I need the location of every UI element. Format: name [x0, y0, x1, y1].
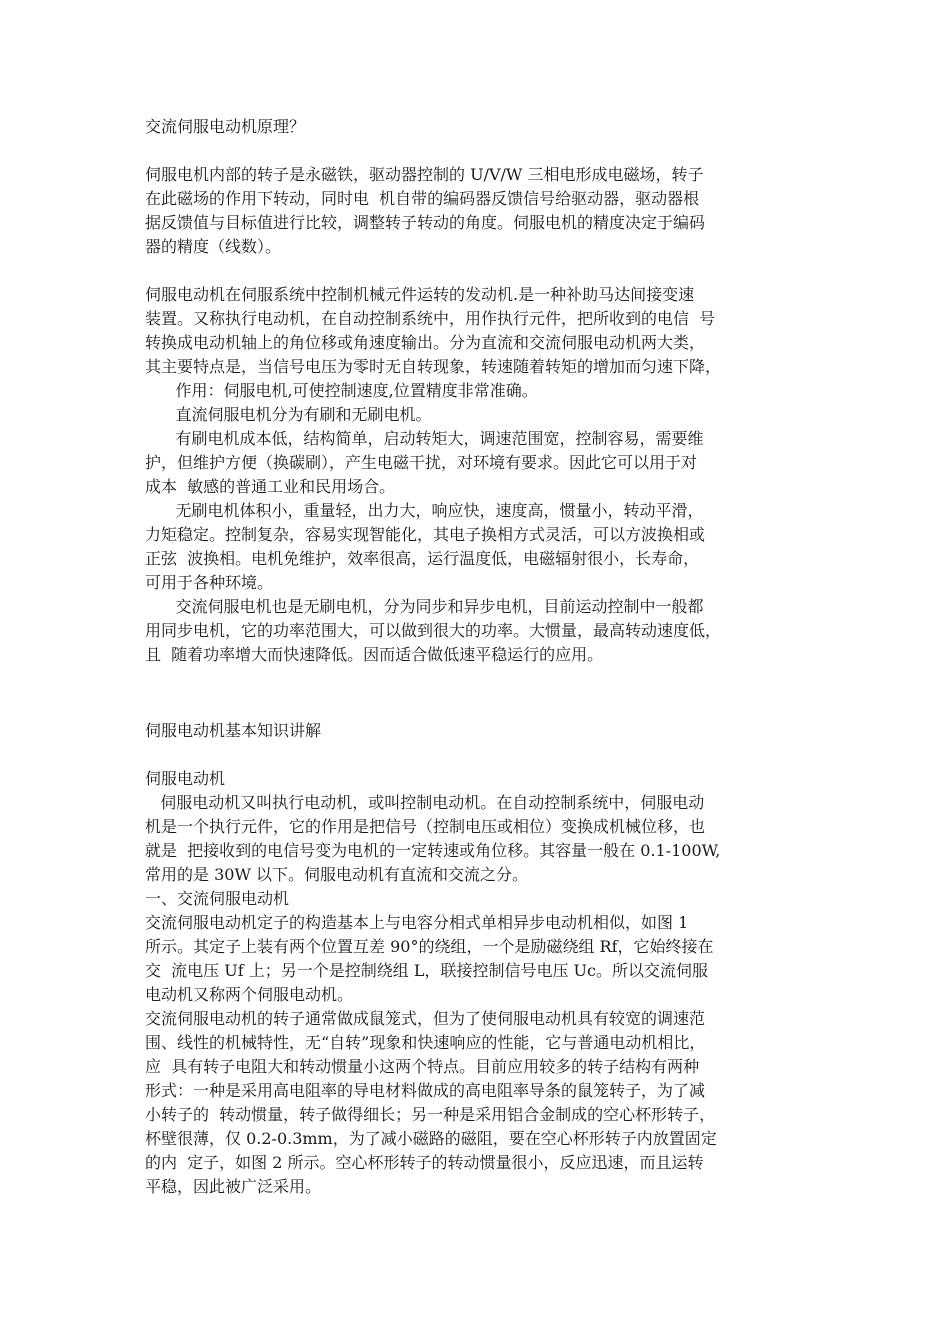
text-line: 据反馈值与目标值进行比较，调整转子转动的角度。伺服电机的精度决定于编码	[145, 213, 706, 232]
text-line: 应 具有转子电阻大和转动惯量小这两个特点。目前应用较多的转子结构有两种	[145, 1057, 700, 1076]
text-line: 杯壁很薄，仅 0.2-0.3mm，为了减小磁路的磁阻，要在空心杯形转子内放置固定	[145, 1129, 717, 1148]
paragraph-stator	[145, 911, 817, 1007]
text-line: 作用：伺服电机,可使控制速度,位置精度非常准确。	[145, 381, 538, 400]
text-line: 交流伺服电机也是无刷电机，分为同步和异步电机，目前运动控制中一般都	[145, 597, 704, 616]
paragraph-overview	[145, 283, 817, 667]
text-line: 常用的是 30W 以下。伺服电动机有直流和交流之分。	[145, 865, 528, 884]
text-line: 直流伺服电机分为有刷和无刷电机。	[145, 405, 432, 424]
text-line: 且 随着功率增大而快速降低。因而适合做低速平稳运行的应用。	[145, 645, 604, 664]
text-line: 伺服电动机在伺服系统中控制机械元件运转的发动机.是一种补助马达间接变速	[145, 285, 695, 304]
text-line: 机是一个执行元件，它的作用是把信号（控制电压或相位）变换成机械位移，也	[145, 817, 706, 836]
text-line: 小转子的 转动惯量，转子做得细长；另一种是采用铝合金制成的空心杯形转子，	[145, 1105, 716, 1124]
text-line: 伺服电动机又叫执行电动机，或叫控制电动机。在自动控制系统中，伺服电动	[145, 793, 705, 812]
text-line: 正弦 波换相。电机免维护，效率很高，运行温度低，电磁辐射很小，长寿命，	[145, 549, 700, 568]
text-line: 伺服电机内部的转子是永磁铁，驱动器控制的 U/V/W 三相电形成电磁场，转子	[145, 165, 704, 184]
paragraph-definition	[145, 791, 817, 887]
text-line: 其主要特点是，当信号电压为零时无自转现象，转速随着转矩的增加而匀速下降，	[145, 357, 722, 376]
subsection-title: 伺服电动机	[145, 769, 226, 788]
text-line: 成本 敏感的普通工业和民用场合。	[145, 477, 396, 496]
text-line: 电动机又称两个伺服电动机。	[145, 985, 354, 1004]
text-line: 所示。其定子上装有两个位置互差 90°的绕组，一个是励磁绕组 Rf，它始终接在	[145, 937, 714, 956]
text-line: 器的精度（线数）。	[145, 237, 282, 256]
text-line: 交 流电压 Uf 上；另一个是控制绕组 L，联接控制信号电压 Uc。所以交流伺服	[145, 961, 708, 980]
text-line: 在此磁场的作用下转动，同时电 机自带的编码器反馈信号给驱动器，驱动器根	[145, 189, 700, 208]
paragraph-rotor	[145, 1007, 817, 1199]
text-line: 力矩稳定。控制复杂，容易实现智能化，其电子换相方式灵活，可以方波换相或	[145, 525, 706, 544]
section-title: 伺服电动机基本知识讲解	[145, 721, 322, 740]
text-line: 围、线性的机械特性，无“自转”现象和快速响应的性能，它与普通电动机相比，	[145, 1033, 706, 1052]
text-line: 用同步电机，它的功率范围大，可以做到很大的功率。大惯量，最高转动速度低，	[145, 621, 722, 640]
text-line: 有刷电机成本低，结构简单，启动转矩大，调速范围宽，控制容易，需要维	[145, 429, 704, 448]
text-line: 装置。又称执行电动机，在自动控制系统中，用作执行元件，把所收到的电信 号	[145, 309, 716, 328]
heading-ac-servo: 一、交流伺服电动机	[145, 889, 290, 908]
text-line: 转换成电动机轴上的角位移或角速度输出。分为直流和交流伺服电动机两大类，	[145, 333, 706, 352]
text-line: 平稳，因此被广泛采用。	[145, 1177, 322, 1196]
text-line: 交流伺服电动机定子的构造基本上与电容分相式单相异步电动机相似，如图 1	[145, 913, 689, 932]
section-title: 交流伺服电动机原理？	[145, 117, 306, 136]
text-line: 可用于各种环境。	[145, 573, 274, 592]
text-line: 护，但维护方便（换碳刷），产生电磁干扰，对环境有要求。因此它可以用于对	[145, 453, 698, 472]
text-line: 形式：一种是采用高电阻率的导电材料做成的高电阻率导条的鼠笼转子，为了减	[145, 1081, 706, 1100]
paragraph-principle	[145, 163, 817, 259]
text-line: 无刷电机体积小，重量轻，出力大，响应快，速度高，惯量小，转动平滑，	[145, 501, 704, 520]
document-page	[145, 115, 817, 1199]
text-line: 交流伺服电动机的转子通常做成鼠笼式，但为了使伺服电动机具有较宽的调速范	[145, 1009, 706, 1028]
text-line: 的内 定子，如图 2 所示。空心杯形转子的转动惯量很小，反应迅速，而且运转	[145, 1153, 704, 1172]
text-line: 就是 把接收到的电信号变为电机的一定转速或角位移。其容量一般在 0.1-100W,	[145, 841, 721, 860]
